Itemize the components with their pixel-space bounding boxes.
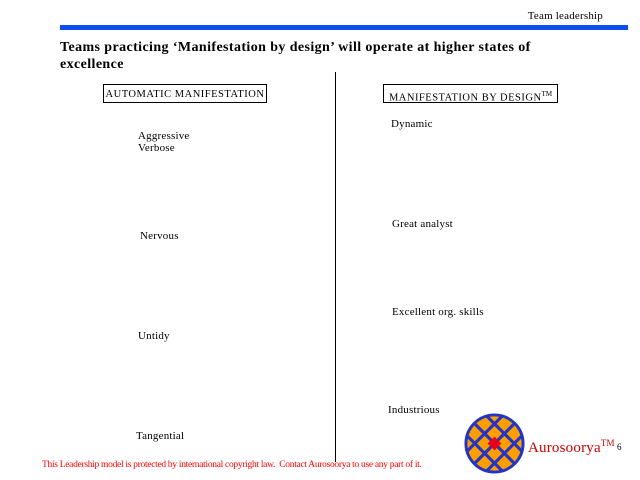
left-column-header: AUTOMATIC MANIFESTATION [103,84,267,103]
right-item-dynamic: Dynamic [391,118,433,130]
copyright-notice: This Leadership model is protected by international copyright law. Contact Aurosoorya to use any part of it. [42,460,422,470]
slide-header-label: Team leadership [527,10,603,22]
left-item-tangential: Tangential [136,430,185,442]
right-column-header [383,84,558,103]
header-rule [60,25,628,30]
column-divider-line [335,72,336,462]
right-item-great-analyst: Great analyst [392,218,453,230]
brand-tm: TM [600,438,615,448]
right-column-header-tm: TM [541,90,553,98]
brand-name-text: Aurosoorya [528,440,601,456]
right-item-industrious: Industrious [388,404,440,416]
page-title: Teams practicing ‘Manifestation by design’ will operate at higher states of excellence [60,40,531,72]
right-column-header-text: MANIFESTATION BY DESIGN [388,92,542,104]
brand-name [528,438,615,457]
left-item-untidy: Untidy [138,330,170,342]
right-item-excellent-org-skills: Excellent org. skills [392,306,484,318]
left-item-verbose: Verbose [138,142,175,154]
left-item-nervous: Nervous [140,230,179,242]
aurosoorya-sun-logo-icon [462,411,527,476]
left-item-aggressive: Aggressive [138,130,190,142]
page-number: 6 [617,442,622,452]
